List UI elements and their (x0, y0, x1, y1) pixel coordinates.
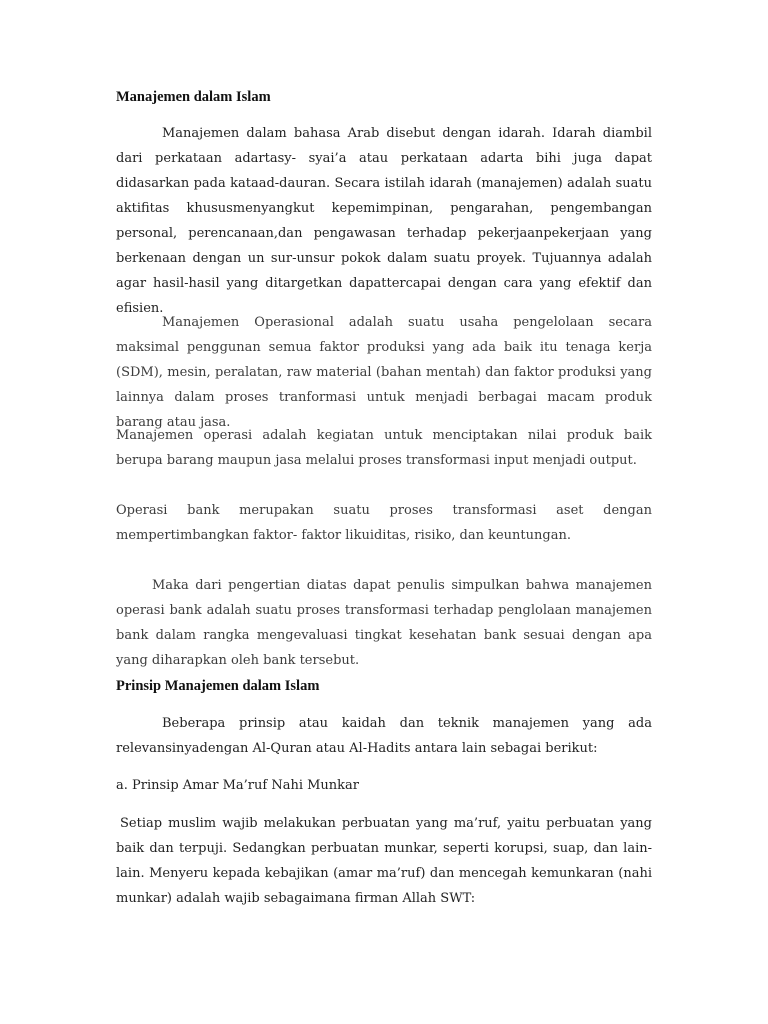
paragraph-amar-maruf: Setiap muslim wajib melakukan perbuatan yang ma’ruf, yaitu perbuatan yang baik dan terpuji. Sedangkan perbuatan munkar, seperti korupsi, suap, dan lain-lain. Menyeru kepada kebajikan (amar ma’ruf) dan mencegah kemunkaran (nahi munkar) adalah wajib sebagaimana firman Allah SWT: (116, 816, 652, 906)
paragraph-operasi-bank: Operasi bank merupakan suatu proses transformasi aset dengan mempertimbangkan faktor- faktor likuiditas, risiko, dan keuntungan. (116, 503, 652, 543)
paragraph-prinsip-intro: Beberapa prinsip atau kaidah dan teknik manajemen yang ada relevansinyadengan Al-Quran atau Al-Hadits antara lain sebagai berikut: (116, 716, 652, 756)
subheading-amar-maruf: a. Prinsip Amar Ma’ruf Nahi Munkar (116, 778, 360, 793)
heading-prinsip-manajemen: Prinsip Manajemen dalam Islam (116, 678, 320, 694)
paragraph-kesimpulan: Maka dari pengertian diatas dapat penulis simpulkan bahwa manajemen operasi bank adalah suatu proses transformasi terhadap penglolaan manajemen bank dalam rangka mengevaluasi tingkat kesehatan bank sesuai dengan apa yang diharapkan oleh bank tersebut. (116, 578, 652, 668)
paragraph-manajemen-operasional: Manajemen Operasional adalah suatu usaha pengelolaan secara maksimal penggunan semua faktor produksi yang ada baik itu tenaga kerja (SDM), mesin, peralatan, raw material (bahan mentah) dan faktor produksi yang lainnya dalam proses tranformasi untuk menjadi berbagai macam produk barang atau jasa. (116, 315, 652, 430)
heading-manajemen-dalam-islam: Manajemen dalam Islam (116, 89, 271, 105)
paragraph-manajemen-operasi: Manajemen operasi adalah kegiatan untuk menciptakan nilai produk baik berupa barang maupun jasa melalui proses transformasi input menjadi output. (116, 428, 652, 468)
paragraph-definisi-manajemen: Manajemen dalam bahasa Arab disebut dengan idarah. Idarah diambil dari perkataan adartasy- syai’a atau perkataan adarta bihi juga dapat didasarkan pada kataad-dauran. Secara istilah idarah (manajemen) adalah suatu aktifitas khususmenyangkut kepemimpinan, pengarahan, pengembangan personal, perencanaan,dan pengawasan terhadap pekerjaanpekerjaan yang berkenaan dengan un sur-unsur pokok dalam suatu proyek. Tujuannya adalah agar hasil-hasil yang ditargetkan dapattercapai dengan cara yang efektif dan efisien. (116, 126, 652, 316)
